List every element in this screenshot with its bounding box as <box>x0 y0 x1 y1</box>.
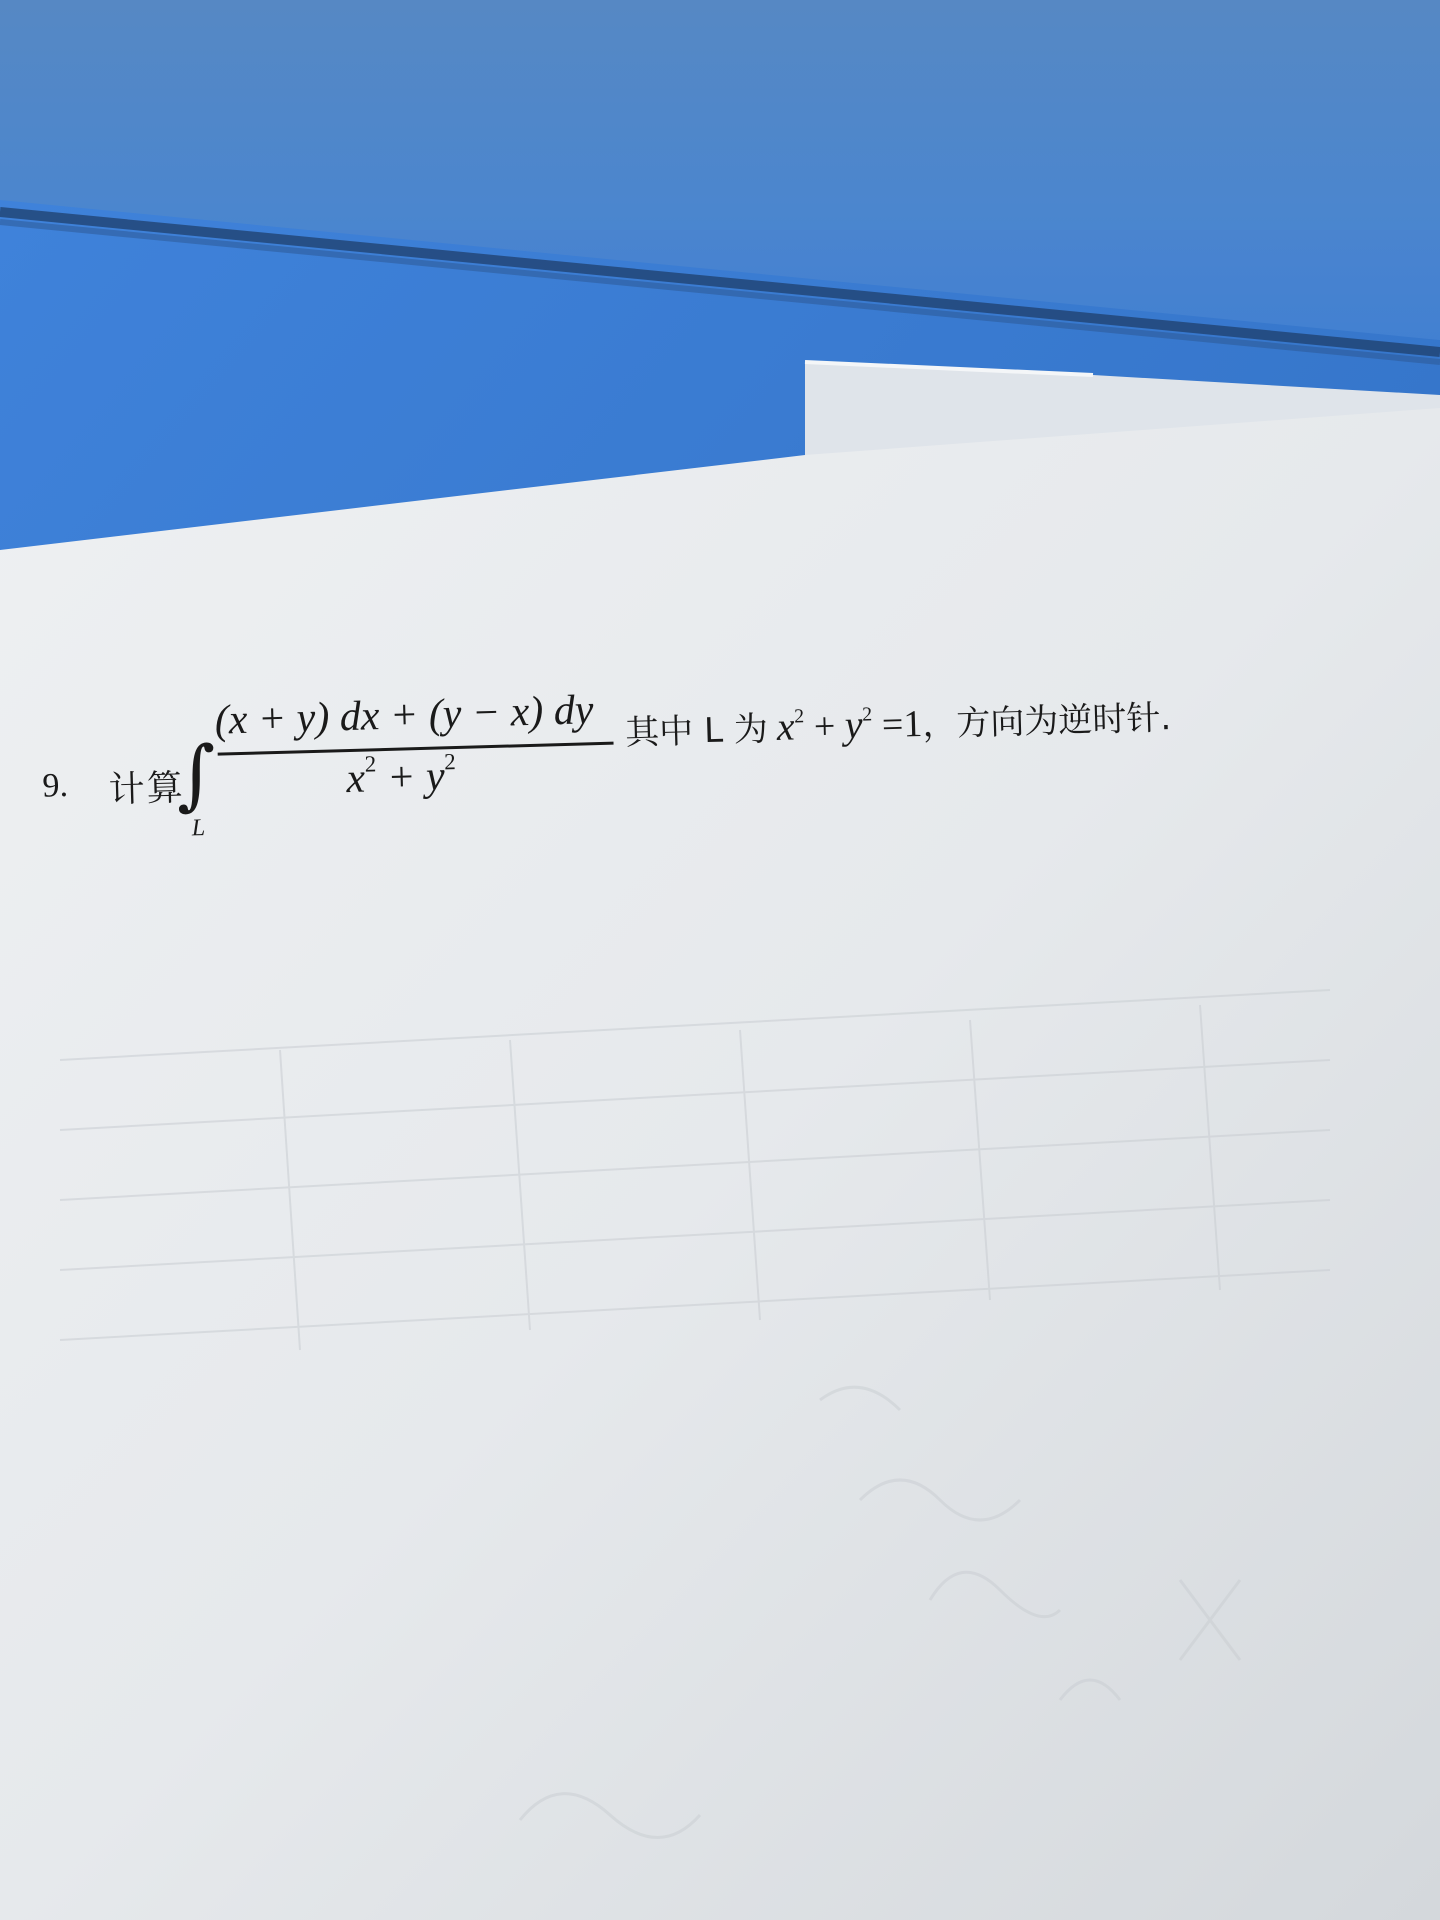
integral-symbol: ∫ <box>174 728 218 819</box>
integral-subscript: L <box>191 815 206 842</box>
fraction-numerator: (x + y) dx + (y − x) dy <box>214 687 595 744</box>
question-condition: 其中 L 为 $x^2 + y^2 =1$，方向为逆时针. <box>624 698 1172 754</box>
condition-tail: ，方向为逆时针. <box>921 698 1172 745</box>
fraction-denominator: $x^2 + y^2$ <box>345 748 457 803</box>
question-number: 9. <box>41 766 69 805</box>
condition-intro: 其中 L 为 <box>624 709 769 754</box>
question-verb: 计算 <box>108 767 186 811</box>
